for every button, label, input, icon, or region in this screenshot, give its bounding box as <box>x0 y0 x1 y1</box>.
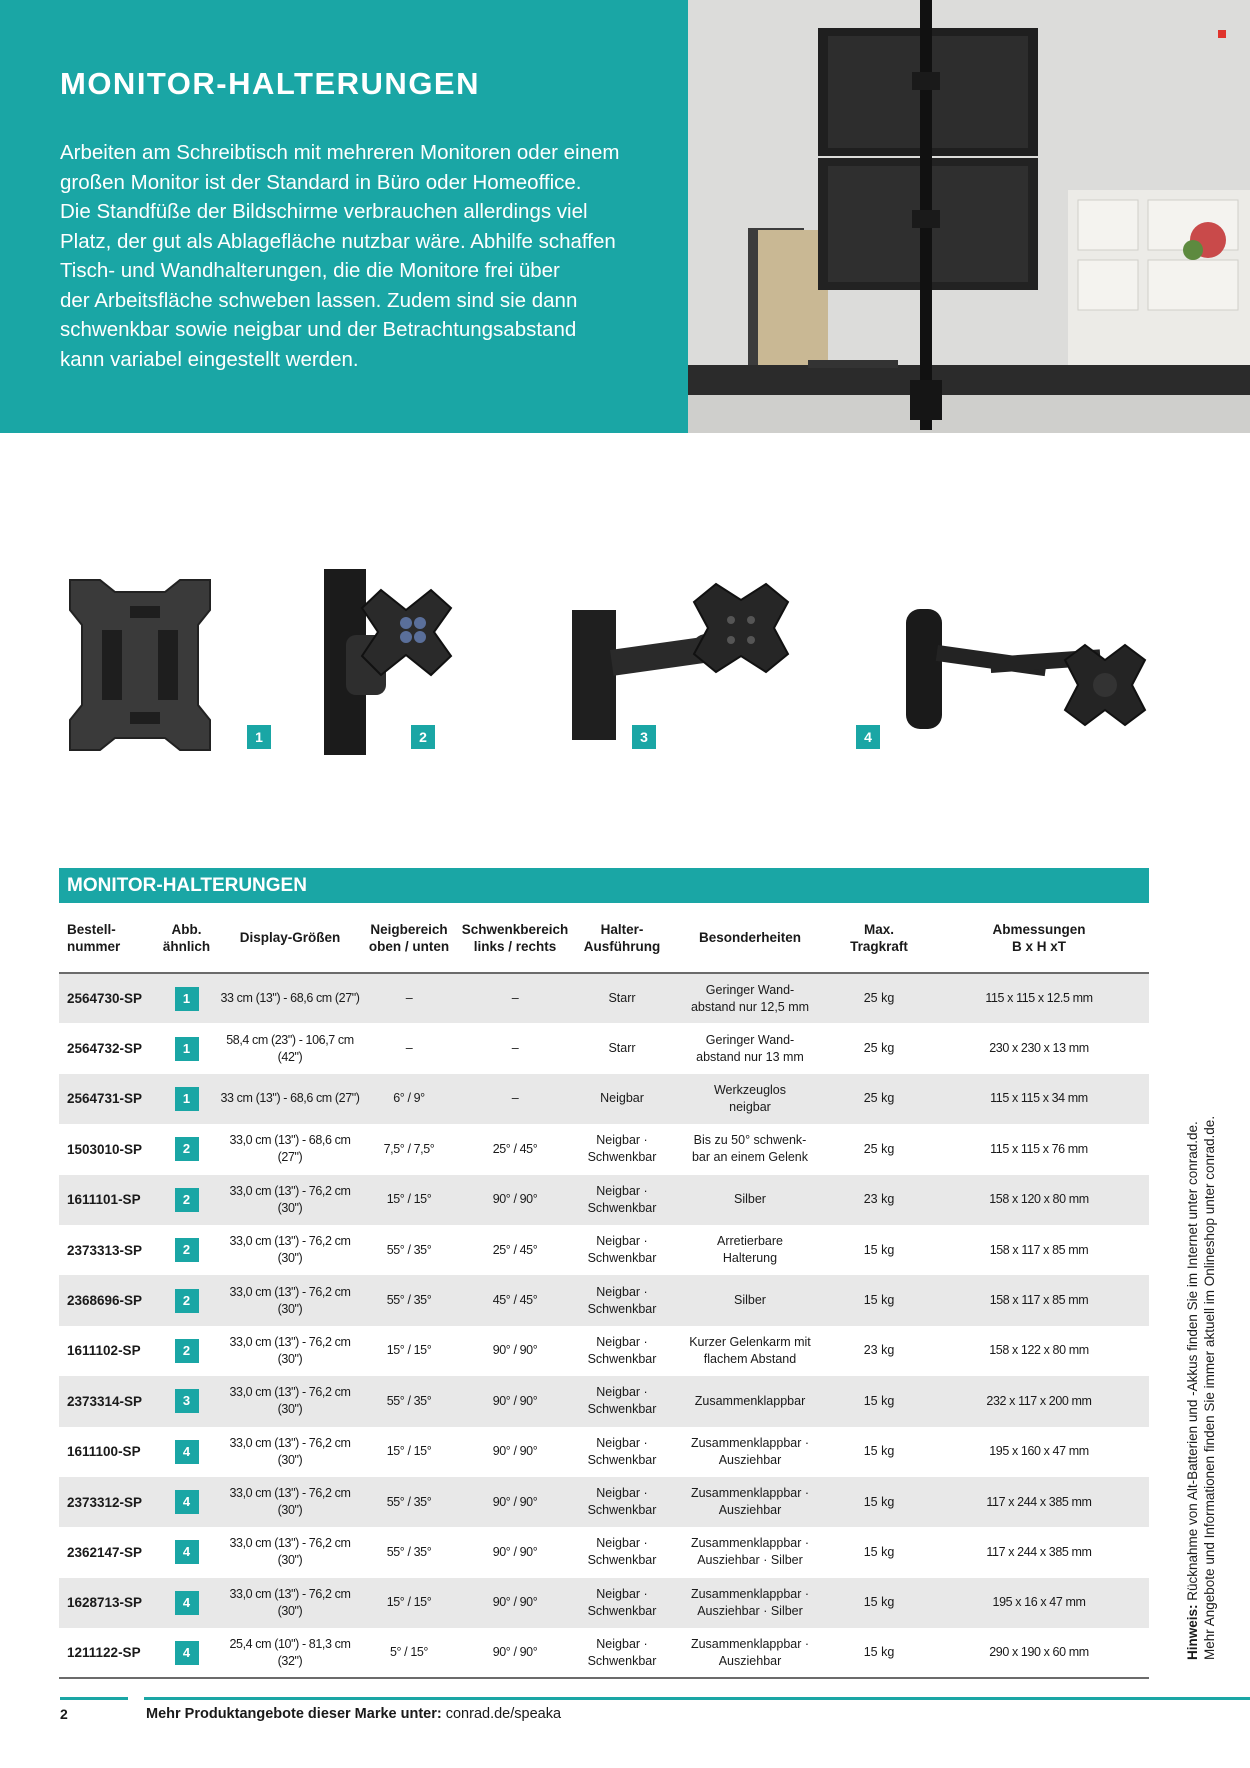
cell-features: Zusammenklappbar · Ausziehbar <box>690 1435 810 1467</box>
cell-features: Zusammenklappbar · Ausziehbar <box>690 1636 810 1668</box>
cell-swivel: 90° / 90° <box>492 1595 538 1610</box>
cell-tilt: 55° / 35° <box>386 1544 432 1559</box>
cell-display: 25,4 cm (10") - 81,3 cm (32") <box>229 1636 351 1668</box>
cell-mount: Starr <box>608 1041 636 1056</box>
cell-order: 2362147-SP <box>67 1544 143 1560</box>
cell-fig <box>154 1074 219 1124</box>
cell-load: 15 kg <box>863 1645 895 1660</box>
cell-mount: Neigbar · Schwenkbar <box>587 1636 657 1668</box>
cell-swivel: 90° / 90° <box>492 1393 538 1408</box>
cell-fig <box>154 1225 219 1275</box>
table-row <box>59 1527 1149 1577</box>
header-mount: Halter- Ausführung <box>573 903 671 973</box>
cell-fig <box>154 1124 219 1174</box>
cell-order: 2564730-SP <box>67 991 143 1007</box>
cell-mount: Neigbar · Schwenkbar <box>587 1183 657 1215</box>
fig-badge: 4 <box>175 1641 199 1665</box>
cell-fig <box>154 1628 219 1678</box>
cell-tilt: 15° / 15° <box>386 1343 432 1358</box>
table-title: MONITOR-HALTERUNGEN <box>59 868 1149 903</box>
cell-dims: 115 x 115 x 76 mm <box>990 1141 1088 1156</box>
cell-dims: 158 x 120 x 80 mm <box>989 1192 1089 1207</box>
cell-features: Silber <box>734 1293 766 1308</box>
cell-order: 2564732-SP <box>67 1041 143 1057</box>
cell-mount: Neigbar · Schwenkbar <box>587 1385 657 1417</box>
cell-load: 25 kg <box>863 1141 895 1156</box>
cell-fig <box>154 1527 219 1577</box>
cell-load: 15 kg <box>863 1595 895 1610</box>
product-number-badge: 3 <box>632 725 656 749</box>
cell-swivel: – <box>511 1091 519 1106</box>
cell-features: Zusammenklappbar · Ausziehbar <box>690 1486 810 1518</box>
cell-swivel: 90° / 90° <box>492 1645 538 1660</box>
cell-order: 1503010-SP <box>67 1141 143 1157</box>
cell-load: 15 kg <box>863 1242 895 1257</box>
table-row <box>59 973 1149 1023</box>
cell-tilt: 55° / 35° <box>386 1242 432 1257</box>
product-number-badge: 1 <box>247 725 271 749</box>
cell-tilt: – <box>405 991 413 1006</box>
cell-features: Silber <box>734 1192 766 1207</box>
table-row <box>59 1628 1149 1678</box>
fig-badge: 2 <box>175 1238 199 1262</box>
intro-line: schwenkbar sowie neigbar und der Betrachtungsabstand <box>60 318 577 341</box>
cell-features: Geringer Wand- abstand nur 13 mm <box>696 1032 804 1064</box>
footer-divider <box>144 1697 1250 1700</box>
cell-load: 25 kg <box>863 1041 895 1056</box>
cell-mount: Neigbar · Schwenkbar <box>587 1284 657 1316</box>
note-line-1: Rücknahme von Alt-Batterien und -Akkus finden Sie im Internet unter conrad.de. <box>1185 1121 1200 1605</box>
intro-line: Die Standfüße der Bildschirme verbrauchen allerdings viel <box>60 200 588 223</box>
cell-fig <box>154 1023 219 1073</box>
table-row <box>59 1578 1149 1628</box>
cell-features: Kurzer Gelenkarm mit flachem Abstand <box>689 1334 811 1366</box>
fig-badge: 4 <box>175 1490 199 1514</box>
fig-badge: 1 <box>175 987 199 1011</box>
cell-display: 58,4 cm (23") - 106,7 cm (42") <box>226 1032 354 1064</box>
office-photo <box>688 0 1250 433</box>
side-note <box>1184 1100 1218 1660</box>
footer-link[interactable]: conrad.de/speaka <box>441 1706 562 1722</box>
cell-mount: Neigbar · Schwenkbar <box>587 1435 657 1467</box>
product-number-badge: 4 <box>856 725 880 749</box>
cell-load: 25 kg <box>863 991 895 1006</box>
fig-badge: 2 <box>175 1188 199 1212</box>
header-order: Bestell- nummer <box>59 903 154 973</box>
cell-swivel: 25° / 45° <box>492 1242 538 1257</box>
cell-load: 15 kg <box>863 1293 895 1308</box>
cell-fig <box>154 1326 219 1376</box>
cell-swivel: 90° / 90° <box>492 1444 538 1459</box>
product-image-4 <box>900 605 1165 765</box>
product-image-1 <box>60 570 220 760</box>
fig-badge: 1 <box>175 1037 199 1061</box>
table-row <box>59 1124 1149 1174</box>
cell-dims: 158 x 117 x 85 mm <box>989 1293 1089 1308</box>
header-features: Besonderheiten <box>671 903 829 973</box>
cell-dims: 117 x 244 x 385 mm <box>986 1544 1092 1559</box>
page-number: 2 <box>60 1706 68 1722</box>
cell-swivel: – <box>511 1041 519 1056</box>
cell-order: 2373313-SP <box>67 1242 143 1258</box>
header-fig: Abb. ähnlich <box>154 903 219 973</box>
cell-display: 33,0 cm (13") - 76,2 cm (30") <box>229 1234 351 1266</box>
cell-tilt: 55° / 35° <box>386 1293 432 1308</box>
cell-load: 15 kg <box>863 1393 895 1408</box>
fig-badge: 2 <box>175 1289 199 1313</box>
cell-dims: 195 x 16 x 47 mm <box>992 1595 1086 1610</box>
cell-fig <box>154 973 219 1023</box>
fig-badge: 2 <box>175 1339 199 1363</box>
cell-mount: Starr <box>608 991 636 1006</box>
cell-features: Werkzeuglos neigbar <box>713 1082 787 1114</box>
fig-badge: 2 <box>175 1137 199 1161</box>
hero-banner <box>0 0 688 433</box>
intro-line: Tisch- und Wandhalterungen, die die Monitore frei über <box>60 259 560 282</box>
cell-swivel: 25° / 45° <box>492 1141 538 1156</box>
table-row <box>59 1326 1149 1376</box>
cell-dims: 232 x 117 x 200 mm <box>986 1393 1092 1408</box>
cell-features: Zusammenklappbar <box>694 1393 806 1408</box>
cell-mount: Neigbar · Schwenkbar <box>587 1334 657 1366</box>
cell-swivel: 90° / 90° <box>492 1343 538 1358</box>
cell-load: 23 kg <box>863 1343 895 1358</box>
cell-swivel: 90° / 90° <box>492 1192 538 1207</box>
cell-tilt: 15° / 15° <box>386 1444 432 1459</box>
cell-dims: 115 x 115 x 12.5 mm <box>985 991 1093 1006</box>
cell-tilt: 15° / 15° <box>386 1595 432 1610</box>
cell-tilt: 55° / 35° <box>386 1393 432 1408</box>
cell-display: 33,0 cm (13") - 76,2 cm (30") <box>229 1536 351 1568</box>
table-row <box>59 1074 1149 1124</box>
cell-tilt: 7,5° / 7,5° <box>383 1141 435 1156</box>
table-row <box>59 1023 1149 1073</box>
cell-display: 33,0 cm (13") - 68,6 cm (27") <box>229 1133 351 1165</box>
cell-features: Geringer Wand- abstand nur 12,5 mm <box>690 982 810 1014</box>
cell-display: 33 cm (13") - 68,6 cm (27") <box>220 1091 360 1106</box>
footer-text <box>146 1706 561 1722</box>
cell-display: 33,0 cm (13") - 76,2 cm (30") <box>229 1284 351 1316</box>
page-title: MONITOR-HALTERUNGEN <box>60 66 480 101</box>
cell-tilt: 15° / 15° <box>386 1192 432 1207</box>
cell-display: 33,0 cm (13") - 76,2 cm (30") <box>229 1486 351 1518</box>
cell-order: 1611100-SP <box>67 1444 141 1460</box>
product-image-2 <box>318 565 478 760</box>
cell-mount: Neigbar · Schwenkbar <box>587 1536 657 1568</box>
intro-line: der Arbeitsfläche schweben lassen. Zudem sind sie dann <box>60 288 578 312</box>
cell-dims: 158 x 117 x 85 mm <box>989 1242 1089 1257</box>
cell-order: 2368696-SP <box>67 1293 143 1309</box>
cell-order: 2564731-SP <box>67 1091 143 1107</box>
cell-fig <box>154 1427 219 1477</box>
cell-features: Arretierbare Halterung <box>717 1234 783 1266</box>
cell-swivel: – <box>511 991 519 1006</box>
cell-display: 33,0 cm (13") - 76,2 cm (30") <box>229 1334 351 1366</box>
footer-bold: Mehr Produktangebote dieser Marke unter: <box>146 1706 442 1722</box>
intro-text <box>60 138 660 374</box>
header-dims: Abmessungen B x H xT <box>929 903 1149 973</box>
cell-order: 1628713-SP <box>67 1595 143 1611</box>
cell-tilt: 55° / 35° <box>386 1494 432 1509</box>
footer-divider <box>60 1697 128 1700</box>
specs-table-section <box>59 868 1149 1679</box>
cell-tilt: 5° / 15° <box>389 1645 429 1660</box>
cell-order: 1211122-SP <box>67 1645 141 1661</box>
cell-features: Zusammenklappbar · Ausziehbar · Silber <box>690 1536 810 1568</box>
cell-dims: 158 x 122 x 80 mm <box>989 1343 1089 1358</box>
intro-line: kann variabel eingestellt werden. <box>60 347 359 371</box>
header-load: Max. Tragkraft <box>829 903 929 973</box>
header-tilt: Neigbereich oben / unten <box>361 903 457 973</box>
cell-load: 23 kg <box>863 1192 895 1207</box>
cell-mount: Neigbar · Schwenkbar <box>587 1586 657 1618</box>
cell-mount: Neigbar · Schwenkbar <box>587 1486 657 1518</box>
cell-dims: 117 x 244 x 385 mm <box>986 1494 1092 1509</box>
cell-dims: 290 x 190 x 60 mm <box>989 1645 1089 1660</box>
table-row <box>59 1477 1149 1527</box>
cell-fig <box>154 1275 219 1325</box>
fig-badge: 3 <box>175 1389 199 1413</box>
cell-load: 15 kg <box>863 1494 895 1509</box>
cell-load: 15 kg <box>863 1544 895 1559</box>
cell-swivel: 90° / 90° <box>492 1494 538 1509</box>
intro-line: Platz, der gut als Ablagefläche nutzbar wäre. Abhilfe schaffen <box>60 229 616 253</box>
note-label: Hinweis: <box>1185 1604 1200 1660</box>
cell-dims: 230 x 230 x 13 mm <box>989 1041 1089 1056</box>
table-row <box>59 1225 1149 1275</box>
cell-tilt: – <box>405 1041 413 1056</box>
cell-order: 2373314-SP <box>67 1393 143 1409</box>
intro-line: Arbeiten am Schreibtisch mit mehreren Monitoren oder einem <box>60 141 620 164</box>
note-line-2: Mehr Angebote und Informationen finden Sie immer aktuell im Onlineshop unter conrad.de. <box>1202 1115 1217 1660</box>
table-row <box>59 1175 1149 1225</box>
cell-display: 33 cm (13") - 68,6 cm (27") <box>220 991 360 1006</box>
cell-display: 33,0 cm (13") - 76,2 cm (30") <box>229 1586 351 1618</box>
fig-badge: 4 <box>175 1440 199 1464</box>
table-header-row <box>59 903 1149 973</box>
cell-dims: 195 x 160 x 47 mm <box>989 1444 1089 1459</box>
table-row <box>59 1376 1149 1426</box>
cell-load: 15 kg <box>863 1444 895 1459</box>
fig-badge: 1 <box>175 1087 199 1111</box>
header-display: Display-Größen <box>219 903 361 973</box>
cell-order: 1611101-SP <box>67 1192 141 1208</box>
fig-badge: 4 <box>175 1591 199 1615</box>
cell-display: 33,0 cm (13") - 76,2 cm (30") <box>229 1385 351 1417</box>
cell-fig <box>154 1578 219 1628</box>
cell-load: 25 kg <box>863 1091 895 1106</box>
cell-order: 2373312-SP <box>67 1494 143 1510</box>
specs-table <box>59 903 1149 1679</box>
header-swivel: Schwenkbereich links / rechts <box>457 903 573 973</box>
product-number-badge: 2 <box>411 725 435 749</box>
cell-tilt: 6° / 9° <box>393 1091 425 1106</box>
cell-features: Zusammenklappbar · Ausziehbar · Silber <box>690 1586 810 1618</box>
cell-dims: 115 x 115 x 34 mm <box>990 1091 1088 1106</box>
cell-mount: Neigbar · Schwenkbar <box>587 1234 657 1266</box>
table-row <box>59 1427 1149 1477</box>
cell-swivel: 90° / 90° <box>492 1544 538 1559</box>
cell-display: 33,0 cm (13") - 76,2 cm (30") <box>229 1435 351 1467</box>
cell-features: Bis zu 50° schwenk- bar an einem Gelenk <box>691 1133 809 1165</box>
cell-mount: Neigbar · Schwenkbar <box>587 1133 657 1165</box>
cell-order: 1611102-SP <box>67 1343 141 1359</box>
cell-fig <box>154 1175 219 1225</box>
cell-fig <box>154 1376 219 1426</box>
intro-line: großen Monitor ist der Standard in Büro oder Homeoffice. <box>60 170 582 194</box>
fig-badge: 4 <box>175 1540 199 1564</box>
cell-display: 33,0 cm (13") - 76,2 cm (30") <box>229 1183 351 1215</box>
cell-mount: Neigbar <box>600 1091 644 1106</box>
table-row <box>59 1275 1149 1325</box>
cell-swivel: 45° / 45° <box>492 1293 538 1308</box>
cell-fig <box>154 1477 219 1527</box>
product-image-3 <box>566 580 806 760</box>
